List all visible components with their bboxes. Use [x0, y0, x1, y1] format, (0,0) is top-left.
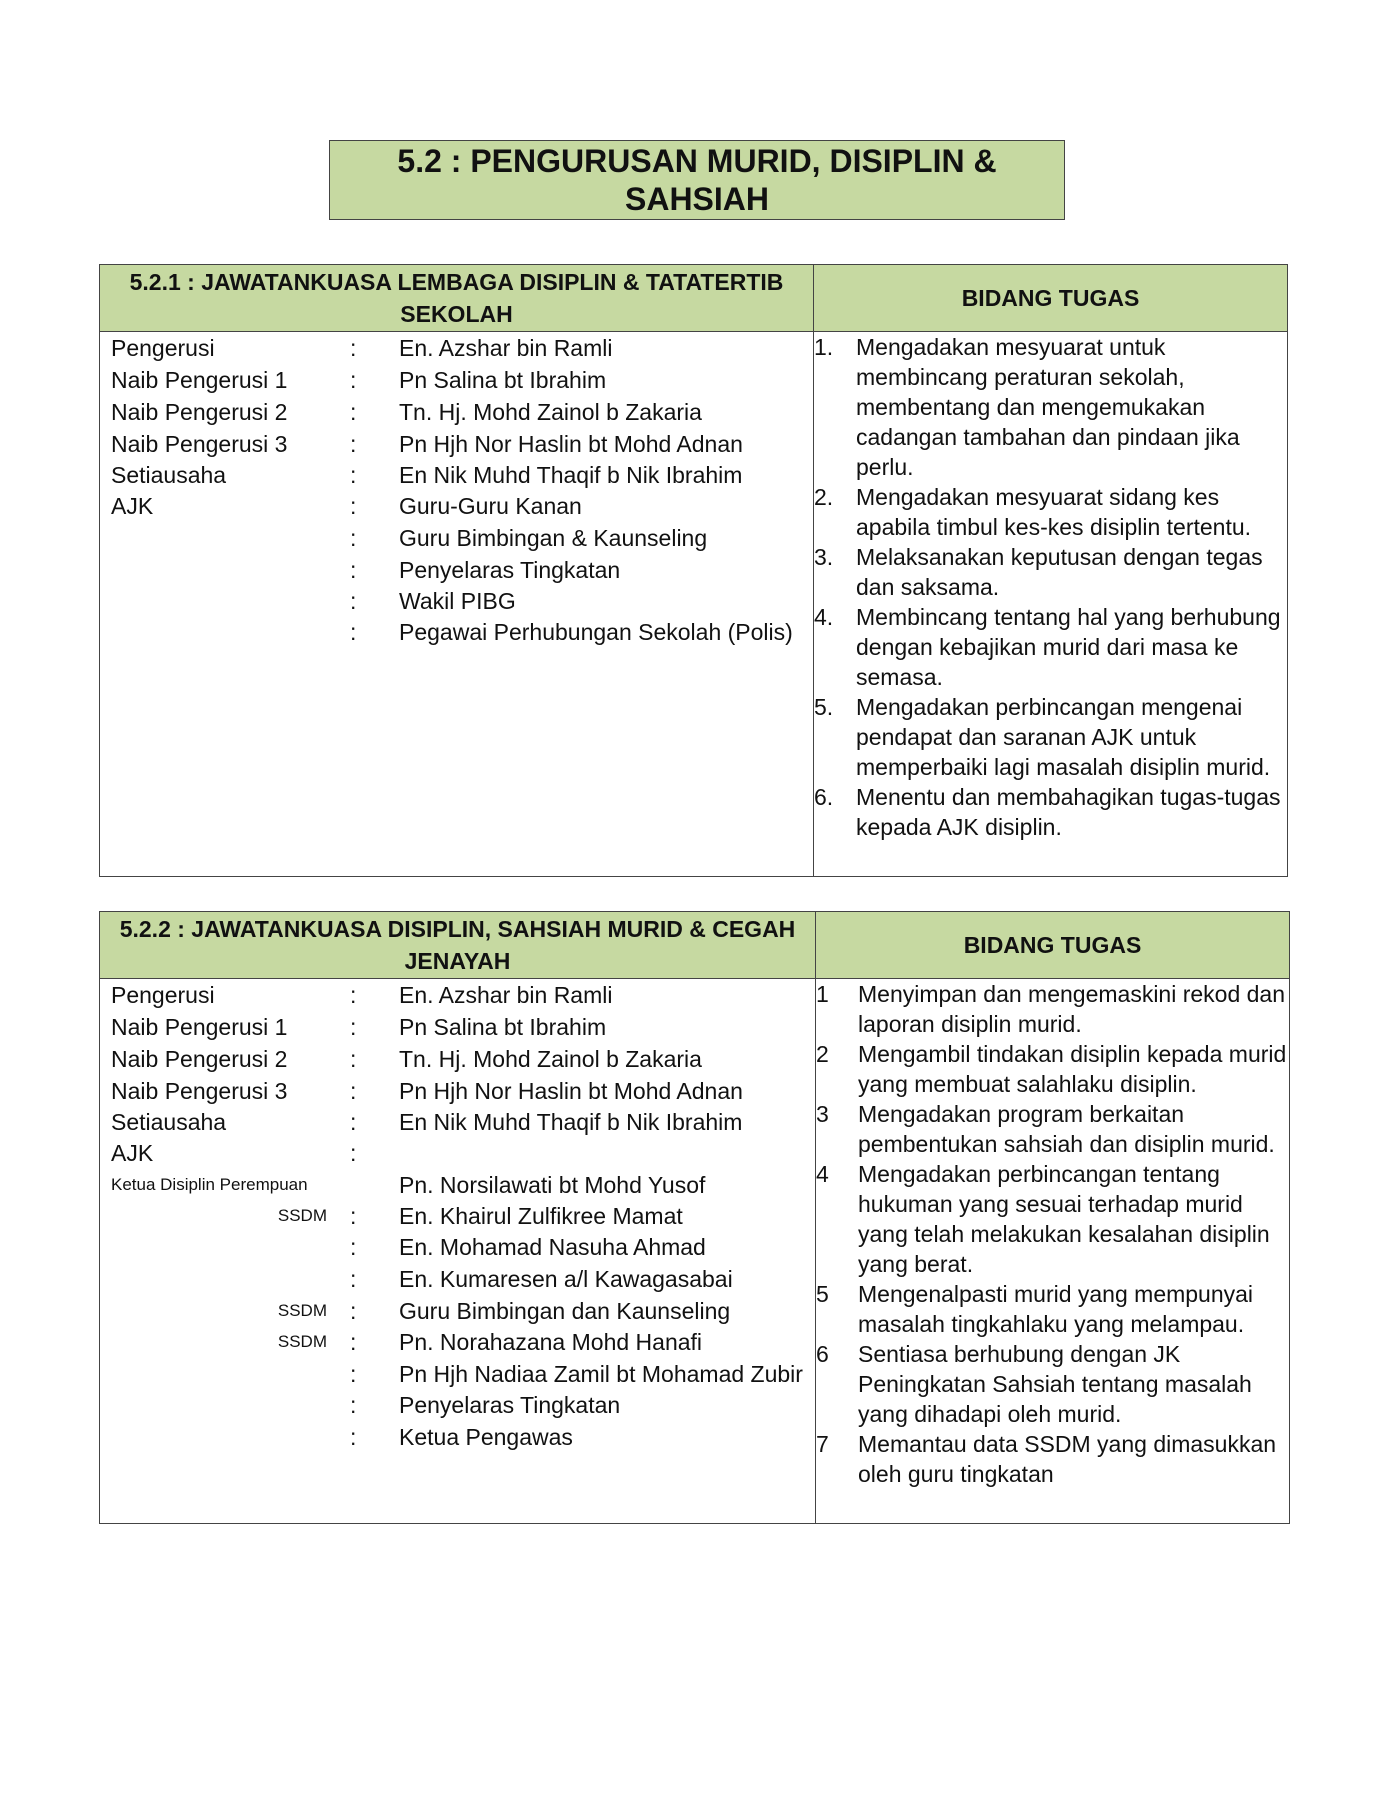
- duty-item: 1. Mengadakan mesyuarat untuk membincang peraturan sekolah, membentang dan mengemukakan cadangan tambahan dan pindaan jika perlu.: [814, 334, 1240, 480]
- member-row: : Penyelaras Tingkatan: [350, 1392, 621, 1418]
- member-row: AJK :: [111, 1140, 357, 1166]
- member-row: AJK : Guru-Guru Kanan: [111, 493, 582, 519]
- duty-item: 3. Melaksanakan keputusan dengan tegas dan saksama.: [814, 544, 1263, 600]
- member-row: : En. Kumaresen a/l Kawagasabai: [350, 1266, 733, 1292]
- member-row: Setiausaha : En Nik Muhd Thaqif b Nik Ibrahim: [111, 1109, 743, 1135]
- member-row: Ketua Disiplin Perempuan Pn. Norsilawati bt Mohd Yusof: [111, 1172, 706, 1198]
- duty-item: 5. Mengadakan perbincangan mengenai pendapat dan saranan AJK untuk memperbaiki lagi masalah disiplin murid.: [814, 694, 1271, 780]
- page-title-line-1: 5.2 : PENGURUSAN MURID, DISIPLIN &: [397, 143, 997, 179]
- member-row: Naib Pengerusi 2 : Tn. Hj. Mohd Zainol b Zakaria: [111, 1046, 702, 1072]
- duties-heading: BIDANG TUGAS: [816, 912, 1290, 979]
- member-row: : Pegawai Perhubungan Sekolah (Polis): [350, 619, 793, 645]
- committee-table-5-2-2: [99, 911, 1290, 1524]
- member-row: SSDM : En. Khairul Zulfikree Mamat: [277, 1203, 683, 1229]
- duty-item: 4 Mengadakan perbincangan tentang hukuman yang sesuai terhadap murid yang telah melakukan kesalahan disiplin yang berat.: [816, 1161, 1270, 1277]
- member-row: : Guru Bimbingan & Kaunseling: [350, 525, 708, 551]
- duty-list: [814, 332, 1288, 877]
- duty-item: 5 Mengenalpasti murid yang mempunyai masalah tingkahlaku yang melampau.: [816, 1281, 1254, 1337]
- member-row: : Wakil PIBG: [350, 588, 516, 614]
- member-list: [100, 979, 816, 1524]
- member-row: Naib Pengerusi 1 : Pn Salina bt Ibrahim: [111, 1014, 607, 1040]
- page-title: [329, 140, 1065, 220]
- member-row: Naib Pengerusi 1 : Pn Salina bt Ibrahim: [111, 367, 607, 393]
- duty-item: 2. Mengadakan mesyuarat sidang kes apabila timbul kes-kes disiplin tertentu.: [814, 484, 1252, 540]
- committee-heading: 5.2.2 : JAWATANKUASA DISIPLIN, SAHSIAH MURID & CEGAH JENAYAH: [100, 912, 816, 979]
- duty-item: 2 Mengambil tindakan disiplin kepada murid yang membuat salahlaku disiplin.: [816, 1041, 1287, 1097]
- duties-heading: BIDANG TUGAS: [814, 265, 1288, 332]
- duty-item: 6 Sentiasa berhubung dengan JK Peningkatan Sahsiah tentang masalah yang dihadapi oleh murid.: [816, 1341, 1252, 1427]
- duty-item: 6. Menentu dan membahagikan tugas-tugas kepada AJK disiplin.: [814, 784, 1281, 840]
- member-row: Naib Pengerusi 3 : Pn Hjh Nor Haslin bt Mohd Adnan: [111, 431, 743, 457]
- member-row: : Pn Hjh Nadiaa Zamil bt Mohamad Zubir: [350, 1361, 803, 1387]
- member-row: Setiausaha : En Nik Muhd Thaqif b Nik Ibrahim: [111, 462, 743, 488]
- duty-item: 4. Membincang tentang hal yang berhubung dengan kebajikan murid dari masa ke semasa.: [814, 604, 1281, 690]
- member-row: : Penyelaras Tingkatan: [350, 557, 621, 583]
- member-row: Pengerusi : En. Azshar bin Ramli: [111, 335, 613, 361]
- duty-item: 7 Memantau data SSDM yang dimasukkan oleh guru tingkatan: [816, 1431, 1277, 1487]
- member-row: Pengerusi : En. Azshar bin Ramli: [111, 982, 613, 1008]
- member-row: SSDM : Guru Bimbingan dan Kaunseling: [277, 1298, 731, 1324]
- committee-heading: 5.2.1 : JAWATANKUASA LEMBAGA DISIPLIN & TATATERTIB SEKOLAH: [100, 265, 814, 332]
- member-row: Naib Pengerusi 2 : Tn. Hj. Mohd Zainol b Zakaria: [111, 399, 702, 425]
- member-row: : En. Mohamad Nasuha Ahmad: [350, 1234, 706, 1260]
- duty-list: [816, 979, 1290, 1524]
- page-title-line-2: SAHSIAH: [624, 181, 769, 217]
- duty-item: 3 Mengadakan program berkaitan pembentukan sahsiah dan disiplin murid.: [816, 1101, 1275, 1157]
- duty-item: 1 Menyimpan dan mengemaskini rekod dan laporan disiplin murid.: [816, 981, 1286, 1037]
- member-row: SSDM : Pn. Norahazana Mohd Hanafi: [277, 1329, 703, 1355]
- committee-table-5-2-1: [99, 264, 1288, 877]
- member-row: Naib Pengerusi 3 : Pn Hjh Nor Haslin bt Mohd Adnan: [111, 1078, 743, 1104]
- member-list: [100, 332, 814, 877]
- member-row: : Ketua Pengawas: [350, 1424, 573, 1450]
